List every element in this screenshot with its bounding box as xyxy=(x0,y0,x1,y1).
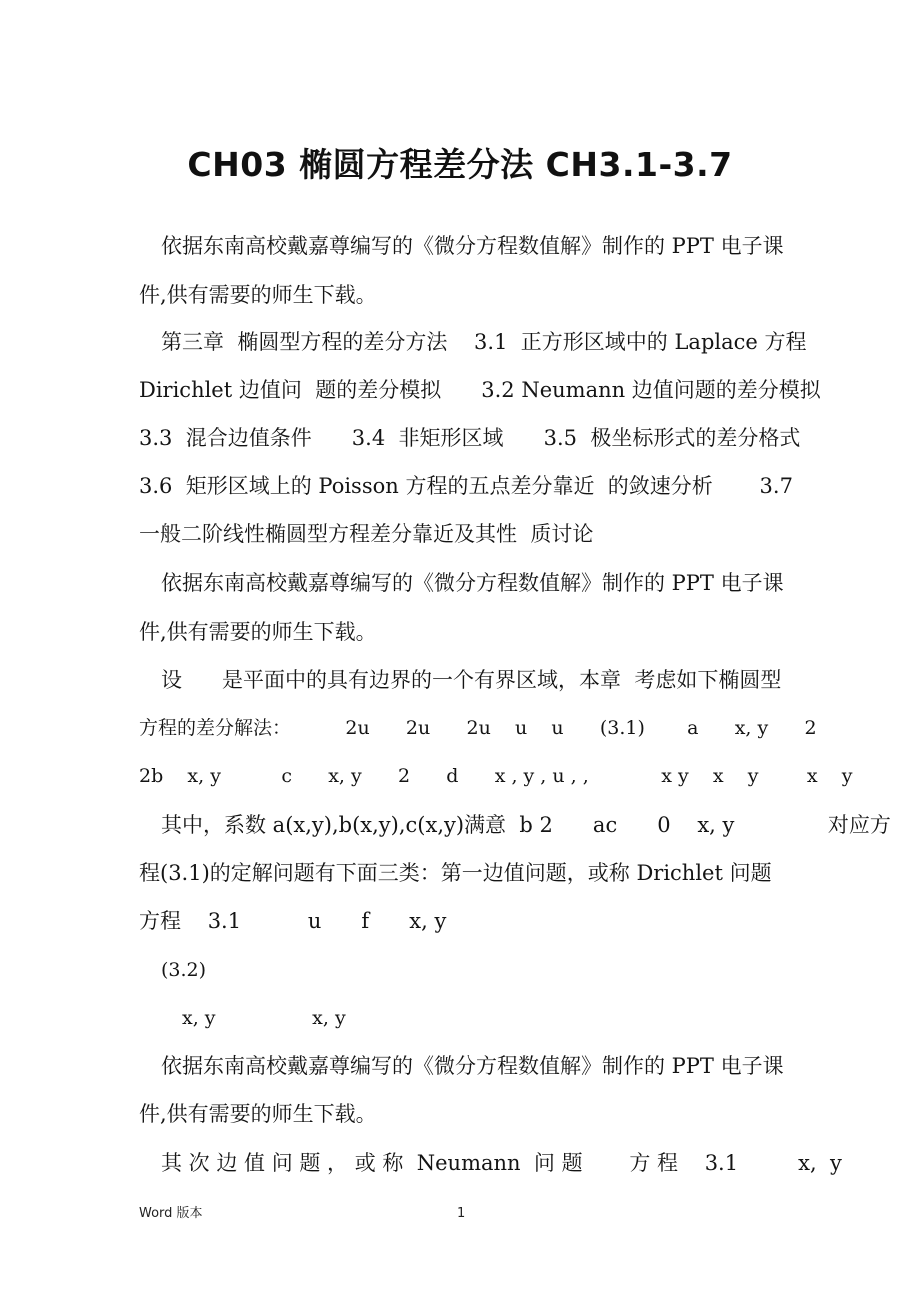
text-line: 依据东南高校戴嘉尊编写的《微分方程数值解》制作的 PPT 电子课 xyxy=(161,1054,784,1078)
text-line: 件,供有需要的师生下载。 xyxy=(139,1102,377,1126)
text-line: 第三章 椭圆型方程的差分方法 3.1 正方形区域中的 Laplace 方程 xyxy=(161,330,807,354)
text-line: 3.6 矩形区域上的 Poisson 方程的五点差分靠近 的敛速分析 3.7 xyxy=(139,474,793,498)
text-line: 2b x, y c x, y 2 d x , y , u , , x y x y x y xyxy=(139,765,853,787)
text-line: 依据东南高校戴嘉尊编写的《微分方程数值解》制作的 PPT 电子课 xyxy=(161,571,784,595)
text-line: 依据东南高校戴嘉尊编写的《微分方程数值解》制作的 PPT 电子课 xyxy=(161,234,784,258)
text-line: 件,供有需要的师生下载。 xyxy=(139,620,377,644)
text-line: 设 是平面中的具有边界的一个有界区域，本章 考虑如下椭圆型 xyxy=(161,668,782,692)
text-line: x, y x, y xyxy=(182,1007,346,1029)
text-line: 其中，系数 a(x,y),b(x,y),c(x,y)满意 b 2 ac 0 x, y 对应方 xyxy=(161,813,891,837)
document-title: CH03 椭圆方程差分法 CH3.1-3.7 xyxy=(187,145,733,184)
text-line: 一般二阶线性椭圆型方程差分靠近及其性 质讨论 xyxy=(139,522,594,546)
text-line: 方程的差分解法： 2u 2u 2u u u (3.1) a x, y 2 xyxy=(139,717,817,739)
text-line: 程(3.1)的定解问题有下面三类：第一边值问题，或称 Drichlet 问题 xyxy=(139,861,772,885)
text-line: Dirichlet 边值问 题的差分模拟 3.2 Neumann 边值问题的差分模拟 xyxy=(139,378,821,402)
text-line: 方程 3.1 u f x, y xyxy=(139,909,447,933)
footer-label: Word 版本 xyxy=(139,1206,203,1221)
text-line: 件,供有需要的师生下载。 xyxy=(139,283,377,307)
text-line: 其 次 边 值 问 题 ， 或 称 Neumann 问 题 方 程 3.1 x, y xyxy=(161,1151,842,1175)
page-number: 1 xyxy=(457,1206,466,1221)
text-line: 3.3 混合边值条件 3.4 非矩形区域 3.5 极坐标形式的差分格式 xyxy=(139,426,801,450)
text-line: (3.2) xyxy=(161,959,207,981)
